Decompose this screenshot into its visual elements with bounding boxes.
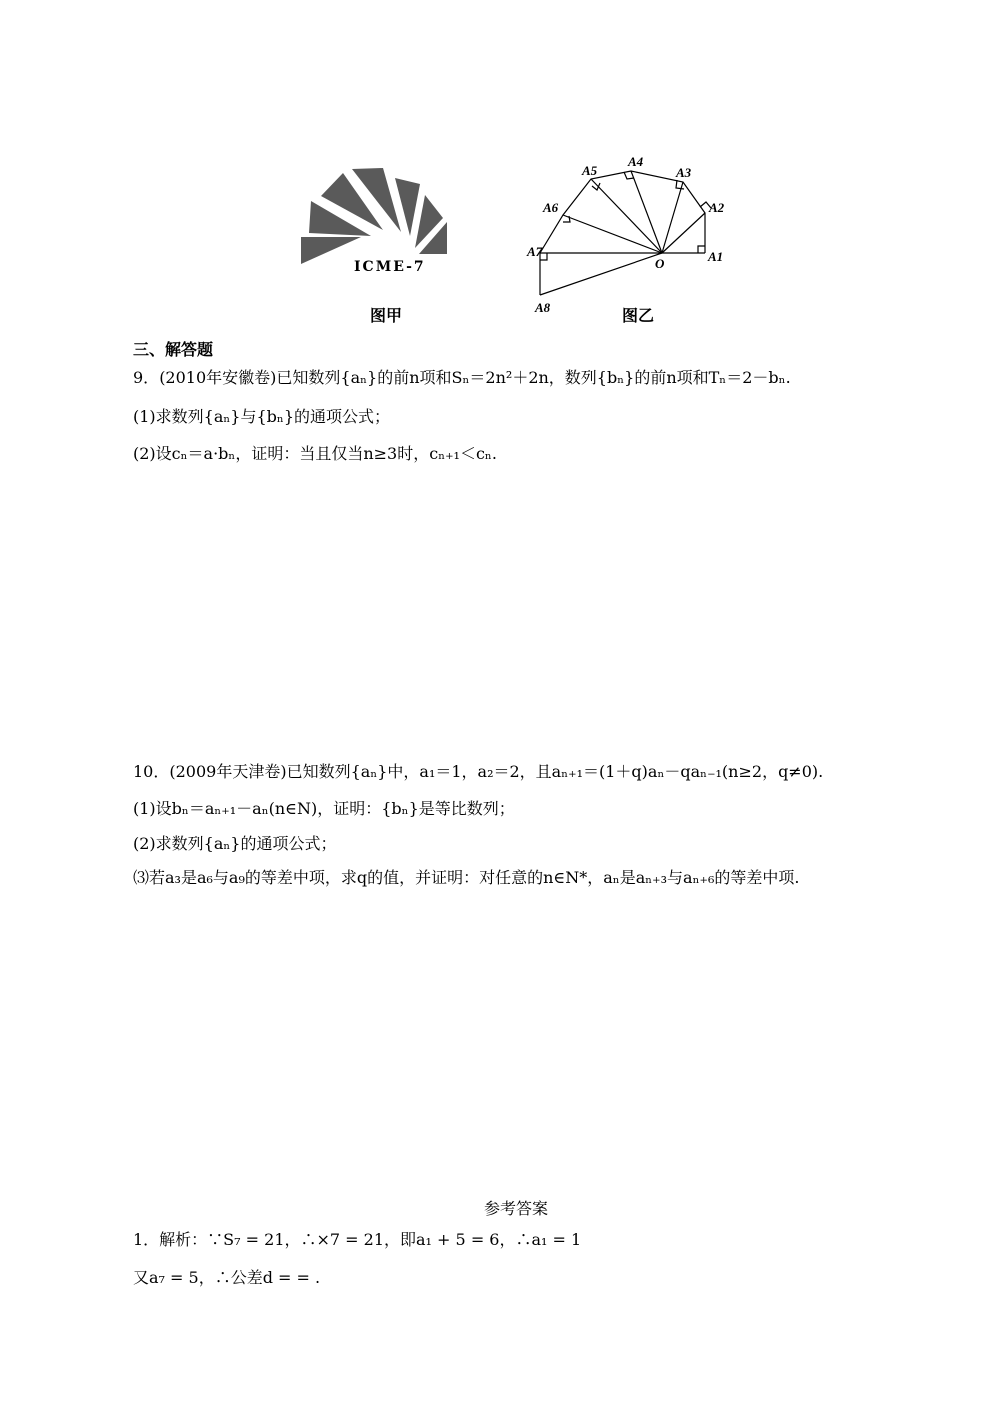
q10-stem: [133, 762, 823, 782]
label-a4: A4: [628, 154, 644, 169]
figure-yi-caption: 图乙: [622, 306, 655, 325]
label-a6: A6: [543, 200, 559, 215]
q10-part3: ⑶若a₃是a₆与a₉的等差中项，求q的值，并证明：对任意的n∈N*，aₙ是aₙ₊₃与aₙ₊₆的等差中项.: [133, 868, 800, 887]
answer-1-line2: 又a₇ = 5，∴公差d = = .: [133, 1268, 321, 1287]
spoke-oa4: [631, 171, 662, 253]
right-angle-a1: [698, 246, 705, 253]
logo-wedge-1: [301, 237, 361, 264]
q9-part2: (2)设cₙ＝a·bₙ，证明：当且仅当n≥3时，cₙ₊₁＜cₙ.: [133, 444, 497, 463]
label-a1: A1: [708, 249, 724, 264]
q10-part1: (1)设bₙ＝aₙ₊₁－aₙ(n∈N)，证明：{bₙ}是等比数列；: [133, 799, 515, 818]
label-a5: A5: [582, 163, 598, 178]
spoke-oa8: [540, 253, 662, 295]
label-a7: A7: [527, 244, 543, 259]
answer-1-line1: 1．解析：∵S₇ = 21，∴×7 = 21，即a₁ + 5 = 6，∴a₁ = 1: [133, 1230, 582, 1249]
label-a8: A8: [535, 300, 551, 315]
label-a2: A2: [709, 200, 725, 215]
spoke-oa3: [662, 182, 683, 253]
logo-text: ICME-7: [354, 259, 426, 275]
figure-jia-logo: [295, 160, 460, 275]
q9-stem-text: 已知数列{aₙ}的前n项和Sₙ＝2n²＋2n，数列{bₙ}的前n项和Tₙ＝2－bₙ.: [276, 368, 791, 387]
q10-part2: (2)求数列{aₙ}的通项公式；: [133, 834, 337, 853]
q9-number: 9．: [133, 368, 160, 387]
answers-heading: 参考答案: [484, 1199, 549, 1218]
section-heading: 三、解答题: [133, 340, 214, 359]
figure-yi-diagram: [520, 150, 750, 320]
spoke-oa5: [591, 179, 662, 253]
q10-source: (2009年天津卷): [169, 762, 287, 781]
q9-stem: [133, 368, 791, 388]
q9-source: (2010年安徽卷): [159, 368, 277, 387]
q9-part1: (1)求数列{aₙ}与{bₙ}的通项公式；: [133, 407, 391, 426]
q10-number: 10．: [133, 762, 170, 781]
spoke-oa6: [563, 215, 662, 253]
figure-jia-caption: 图甲: [370, 306, 403, 325]
label-o: O: [655, 256, 665, 271]
q10-stem-text: 已知数列{aₙ}中，a₁＝1，a₂＝2，且aₙ₊₁＝(1＋q)aₙ－qaₙ₋₁(n≥2，q≠0).: [286, 762, 824, 781]
label-a3: A3: [676, 165, 692, 180]
